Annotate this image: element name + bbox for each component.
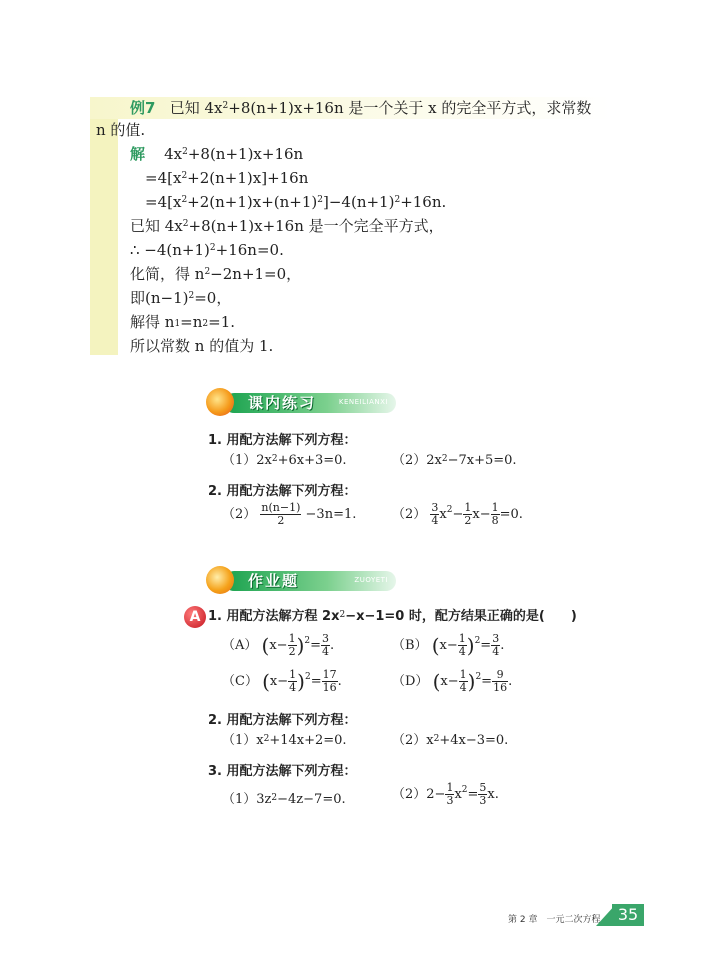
- level-a-badge: A: [184, 606, 206, 628]
- solution-line-9: 所以常数 n 的值为 1.: [130, 337, 274, 355]
- homework-q2-b: $(2)x^2+4x-3=0$.: [392, 733, 509, 748]
- practice-q2: 2. 用配方法解下列方程：: [208, 484, 357, 499]
- fraction: $\frac{n(n-1)}{2}$: [261, 501, 301, 527]
- example-statement: 例7 已知 $4x^2+8(n+1)x+16n$ 是一个关于 x 的完全平方式，求常数: [130, 99, 592, 117]
- fraction: $\frac{1}{2}$: [288, 632, 296, 658]
- example-statement-cont: n 的值.: [96, 121, 146, 139]
- fraction: $\frac{17}{16}$: [322, 668, 337, 694]
- homework-q3-b: （2）2− $\frac{1}{3}$ $x^2=$ $\frac{5}{3}$ x.: [392, 781, 499, 807]
- example-label: 例7: [130, 99, 156, 117]
- practice-q1-a: $(1)2x^2+6x+3=0$.: [222, 453, 347, 468]
- fraction: $\frac{1}{4}$: [289, 668, 297, 694]
- homework-subtitle: ZUOYETI: [354, 576, 388, 584]
- homework-q2: 2. 用配方法解下列方程：: [208, 713, 357, 728]
- fraction: $\frac{3}{4}$: [322, 632, 330, 658]
- fraction: $\frac{3}{4}$: [431, 501, 439, 527]
- homework-q3-a: $(1)3z^2-4z-7=0$.: [222, 792, 346, 807]
- homework-q1: 1. 用配方法解方程 $2x^2-x-1=0$ 时，配方结果正确的是( ): [208, 609, 577, 624]
- option-d: （D） (x− $\frac{1}{4}$ )$^2$= $\frac{9}{16}$ .: [392, 668, 513, 694]
- solution-line-6: 化简，得 $n^2-2n+1=0$，: [130, 265, 302, 283]
- practice-banner: [204, 386, 396, 416]
- orange-ball-icon: [206, 566, 234, 594]
- fraction: $\frac{1}{2}$: [464, 501, 472, 527]
- practice-subtitle: KENEILIANXI: [338, 398, 388, 406]
- sun-icon: [206, 388, 234, 416]
- solution-line-3: $=4[x^2+2(n+1)x+(n+1)^2]-4(n+1)^2+16n$.: [145, 193, 447, 211]
- fraction: $\frac{1}{3}$: [446, 781, 454, 807]
- fraction: $\frac{9}{16}$: [493, 668, 508, 694]
- solution-line-7: 即$(n-1)^2=0$，: [130, 289, 232, 307]
- practice-q2-b: （2） $\frac{3}{4}$ $x^2-$ $\frac{1}{2}$ x− $\frac{1}{8}$ =0.: [392, 501, 523, 527]
- solution-line-5: ∴ $-4(n+1)^2+16n=0$.: [130, 241, 284, 259]
- solution-line-8: 解得 $n_1=n_2=1$.: [130, 313, 236, 331]
- option-a: （A） (x− $\frac{1}{2}$ )$^2$= $\frac{3}{4}$ .: [222, 632, 335, 658]
- fraction: $\frac{5}{3}$: [479, 781, 487, 807]
- practice-q1-b: $(2)2x^2-7x+5=0$.: [392, 453, 517, 468]
- practice-title: 课内练习: [248, 394, 317, 412]
- chapter-footer: 第 2 章 一元二次方程: [508, 915, 601, 925]
- solution-line-2: $=4[x^2+2(n+1)x]+16n$: [145, 169, 309, 187]
- homework-title: 作业题: [248, 572, 300, 590]
- fraction: $\frac{3}{4}$: [492, 632, 500, 658]
- solution-line-1: 解 $4x^2+8(n+1)x+16n$: [130, 145, 304, 163]
- fraction: $\frac{1}{8}$: [491, 501, 499, 527]
- fraction: $\frac{1}{4}$: [458, 632, 466, 658]
- homework-q2-a: $(1)x^2+14x+2=0$.: [222, 733, 347, 748]
- practice-q2-a: （2） $\frac{n(n-1)}{2}$ −3n=1.: [222, 501, 357, 527]
- fraction: $\frac{1}{4}$: [459, 668, 467, 694]
- practice-q1: 1. 用配方法解下列方程：: [208, 433, 357, 448]
- page-number: 35: [612, 904, 644, 926]
- option-b: （B） (x− $\frac{1}{4}$ )$^2$= $\frac{3}{4}$ .: [392, 632, 505, 658]
- homework-q3: 3. 用配方法解下列方程：: [208, 764, 357, 779]
- option-c: （C） (x− $\frac{1}{4}$ )$^2$= $\frac{17}{16}$ .: [222, 668, 342, 694]
- solution-label: 解: [130, 145, 146, 163]
- homework-banner: [204, 564, 396, 594]
- solution-line-4: 已知 $4x^2+8(n+1)x+16n$ 是一个完全平方式，: [130, 217, 444, 235]
